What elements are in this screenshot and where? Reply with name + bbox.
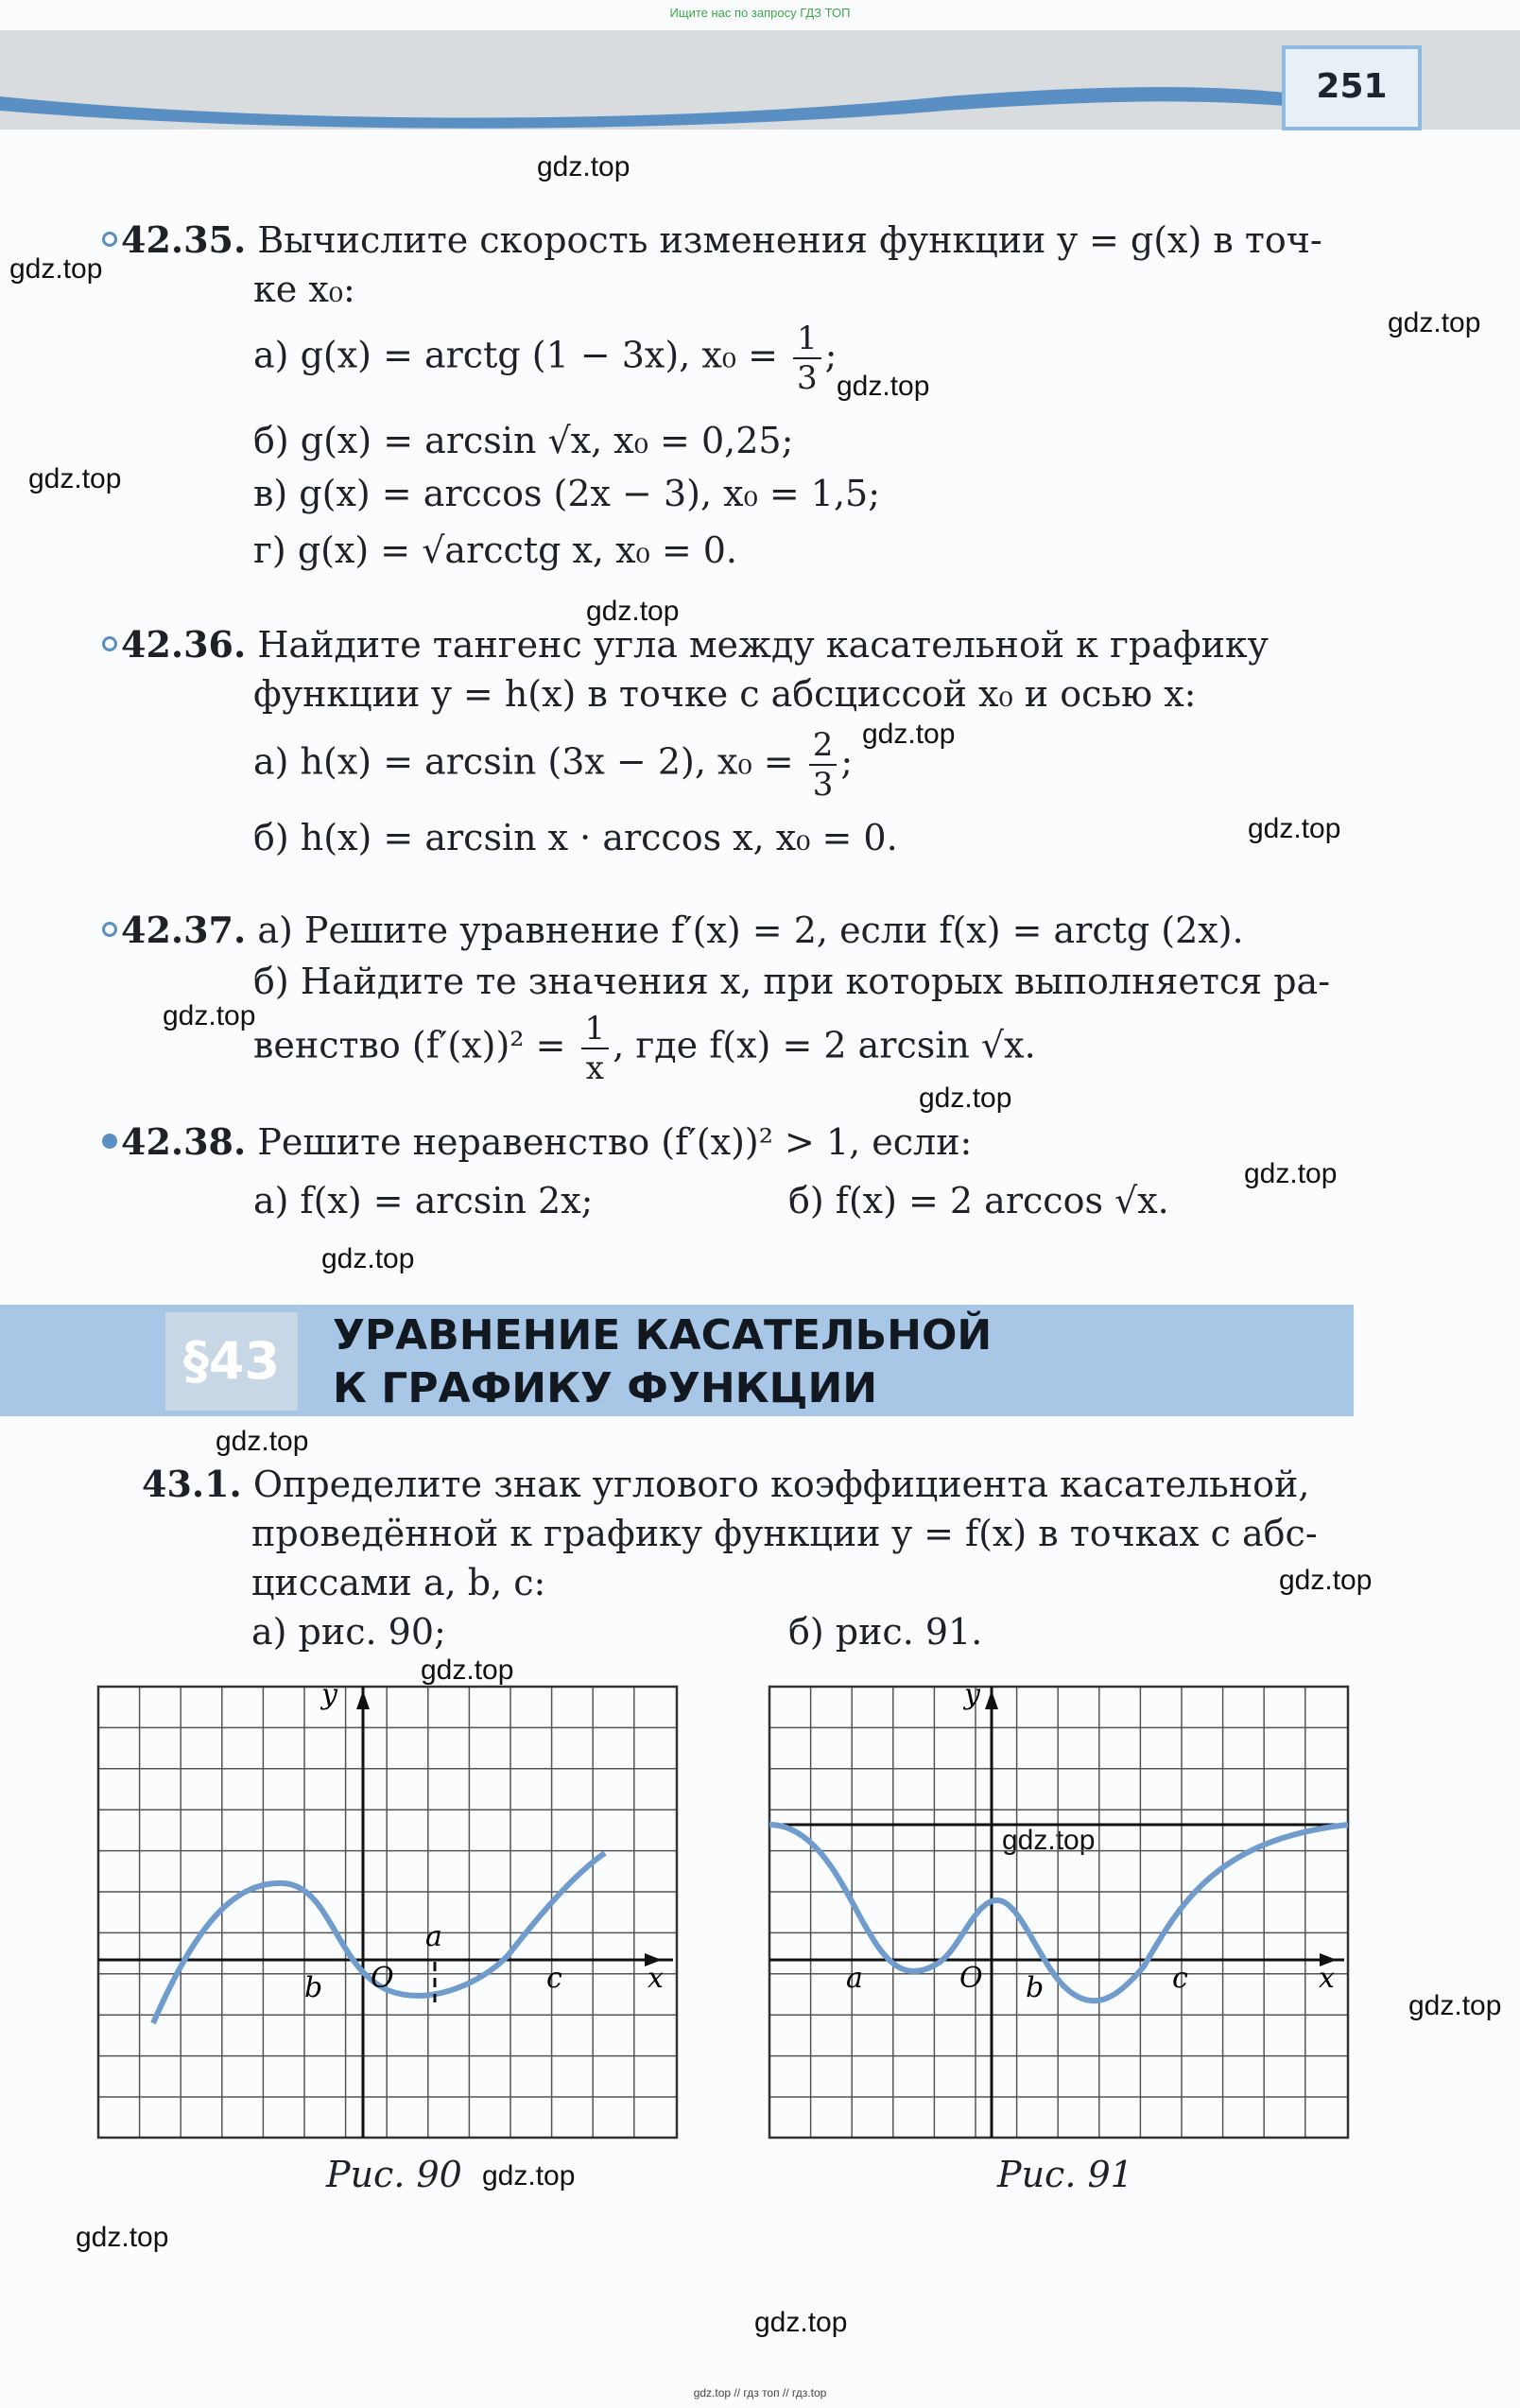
problem-42-36-b: б) h(x) = arcsin x · arccos x, x₀ = 0. bbox=[253, 817, 898, 858]
watermark: gdz.top bbox=[537, 151, 630, 182]
figure-frame bbox=[98, 1687, 677, 2138]
watermark: gdz.top bbox=[754, 2307, 848, 2338]
problem-43-1-line2: проведённой к графику функции y = f(x) в точках с абс- bbox=[251, 1513, 1318, 1554]
watermark: gdz.top bbox=[837, 371, 930, 402]
option-text: венство (f′(x))² = bbox=[253, 1024, 566, 1066]
x-label: x bbox=[1319, 1962, 1335, 1995]
origin-label: O bbox=[959, 1962, 983, 1995]
problem-42-37-b1: б) Найдите те значения x, при которых выполняется ра- bbox=[253, 961, 1331, 1002]
problem-42-36-line2: функции y = h(x) в точке с абсциссой x₀ и осью x: bbox=[253, 673, 1197, 715]
problem-42-37-a bbox=[102, 908, 1244, 953]
figure-91 bbox=[766, 1683, 1352, 2141]
fraction-numerator: 1 bbox=[581, 1010, 610, 1049]
watermark: gdz.top bbox=[1244, 1158, 1338, 1189]
problem-42-36-line1 bbox=[102, 622, 1269, 667]
problem-42-35-b: б) g(x) = arcsin √x, x₀ = 0,25; bbox=[253, 420, 794, 461]
option-label: а) bbox=[253, 334, 289, 376]
fraction-numerator: 2 bbox=[809, 726, 838, 766]
problem-text: Вычислите скорость изменения функции y = g(x) в точ- bbox=[257, 219, 1322, 261]
problem-42-35-a bbox=[253, 320, 837, 397]
fraction bbox=[793, 320, 821, 397]
problem-42-38-b: б) f(x) = 2 arccos √x. bbox=[788, 1180, 1169, 1221]
problem-42-37-b2 bbox=[253, 1010, 1036, 1087]
function-curve bbox=[153, 1853, 605, 2023]
x-label: x bbox=[648, 1962, 664, 1995]
problem-text: Решите неравенство (f′(x))² > 1, если: bbox=[257, 1121, 973, 1163]
problem-number: 43.1. bbox=[142, 1463, 242, 1505]
watermark: gdz.top bbox=[482, 2160, 576, 2191]
watermark: gdz.top bbox=[163, 1000, 256, 1031]
fraction-denominator: 3 bbox=[797, 359, 818, 397]
origin-label: O bbox=[371, 1962, 394, 1995]
fraction-denominator: x bbox=[585, 1049, 604, 1087]
problem-43-1-line1 bbox=[142, 1462, 1309, 1507]
figure-90 bbox=[95, 1683, 681, 2141]
problem-43-1-line3: циссами a, b, c: bbox=[251, 1562, 546, 1603]
watermark: gdz.top bbox=[1002, 1825, 1096, 1856]
section-title-line1: УРАВНЕНИЕ КАСАТЕЛЬНОЙ bbox=[333, 1311, 993, 1360]
watermark: gdz.top bbox=[9, 253, 103, 285]
problem-number: 42.38. bbox=[121, 1120, 247, 1163]
fraction bbox=[809, 726, 838, 804]
bullet-icon bbox=[102, 1134, 117, 1149]
problem-42-38-line1 bbox=[102, 1119, 972, 1165]
y-arrow-icon bbox=[985, 1690, 998, 1709]
section-number: §43 bbox=[165, 1312, 298, 1411]
problem-42-36-a bbox=[253, 726, 853, 804]
header-swoosh-shape bbox=[0, 87, 1286, 129]
y-label: y bbox=[321, 1683, 337, 1711]
point-a-label: a bbox=[425, 1920, 442, 1953]
point-c-label: c bbox=[1172, 1962, 1188, 1995]
option-end: ; bbox=[840, 740, 854, 783]
grid bbox=[98, 1687, 677, 2138]
watermark: gdz.top bbox=[28, 463, 122, 494]
watermark: gdz.top bbox=[76, 2222, 169, 2253]
section-title-line2: К ГРАФИКУ ФУНКЦИИ bbox=[333, 1364, 878, 1412]
problem-number: 42.36. bbox=[121, 623, 247, 666]
option-text: а) h(x) = arcsin (3x − 2), x₀ = bbox=[253, 740, 794, 783]
bullet-icon bbox=[102, 636, 117, 651]
bullet-icon bbox=[102, 922, 117, 937]
y-label: y bbox=[964, 1683, 980, 1711]
problem-number: 42.37. bbox=[121, 909, 247, 951]
watermark: gdz.top bbox=[586, 596, 680, 627]
page-number: 251 bbox=[1282, 45, 1422, 130]
problem-text: Найдите тангенс угла между касательной к графику bbox=[257, 624, 1270, 666]
fraction-numerator: 1 bbox=[793, 320, 821, 359]
problem-number: 42.35. bbox=[121, 218, 247, 261]
watermark: gdz.top bbox=[1279, 1565, 1373, 1596]
watermark: gdz.top bbox=[421, 1654, 514, 1686]
point-a-label: a bbox=[846, 1962, 863, 1995]
problem-42-35-v: в) g(x) = arccos (2x − 3), x₀ = 1,5; bbox=[253, 473, 881, 514]
problem-42-35-g: г) g(x) = √arcctg x, x₀ = 0. bbox=[253, 529, 737, 571]
watermark: gdz.top bbox=[862, 719, 956, 750]
problem-43-1-b: б) рис. 91. bbox=[788, 1611, 983, 1653]
watermark: gdz.top bbox=[321, 1243, 415, 1274]
problem-43-1-a: а) рис. 90; bbox=[251, 1611, 446, 1653]
option-end: , где f(x) = 2 arcsin √x. bbox=[613, 1024, 1036, 1066]
problem-text: Определите знак углового коэффициента касательной, bbox=[252, 1464, 1310, 1505]
figure-91-caption: Рис. 91 bbox=[997, 2154, 1133, 2195]
problem-42-38-a: а) f(x) = arcsin 2x; bbox=[253, 1180, 594, 1221]
problem-42-35-line1 bbox=[102, 217, 1322, 263]
option-text: g(x) = arctg (1 − 3x), x₀ = bbox=[300, 334, 778, 376]
fraction-denominator: 3 bbox=[812, 766, 834, 804]
fraction bbox=[581, 1010, 610, 1087]
problem-42-35-line2: ке x₀: bbox=[253, 269, 355, 310]
watermark: gdz.top bbox=[1248, 813, 1341, 844]
bullet-icon bbox=[102, 232, 117, 247]
figure-90-caption: Рис. 90 bbox=[326, 2154, 462, 2195]
watermark: gdz.top bbox=[1388, 307, 1481, 338]
option-end: ; bbox=[824, 334, 838, 376]
point-b-label: b bbox=[1026, 1971, 1045, 2004]
footer-note: gdz.top // гдз топ // гдз.top bbox=[693, 2386, 827, 2399]
point-c-label: c bbox=[546, 1962, 562, 1995]
watermark: gdz.top bbox=[919, 1083, 1012, 1114]
problem-text: а) Решите уравнение f′(x) = 2, если f(x) = arctg (2x). bbox=[257, 909, 1244, 951]
top-note: Ищите нас по запросу ГДЗ ТОП bbox=[669, 6, 851, 20]
watermark: gdz.top bbox=[216, 1426, 309, 1457]
watermark: gdz.top bbox=[1408, 1990, 1502, 2021]
point-b-label: b bbox=[304, 1971, 323, 2004]
y-arrow-icon bbox=[356, 1690, 370, 1709]
